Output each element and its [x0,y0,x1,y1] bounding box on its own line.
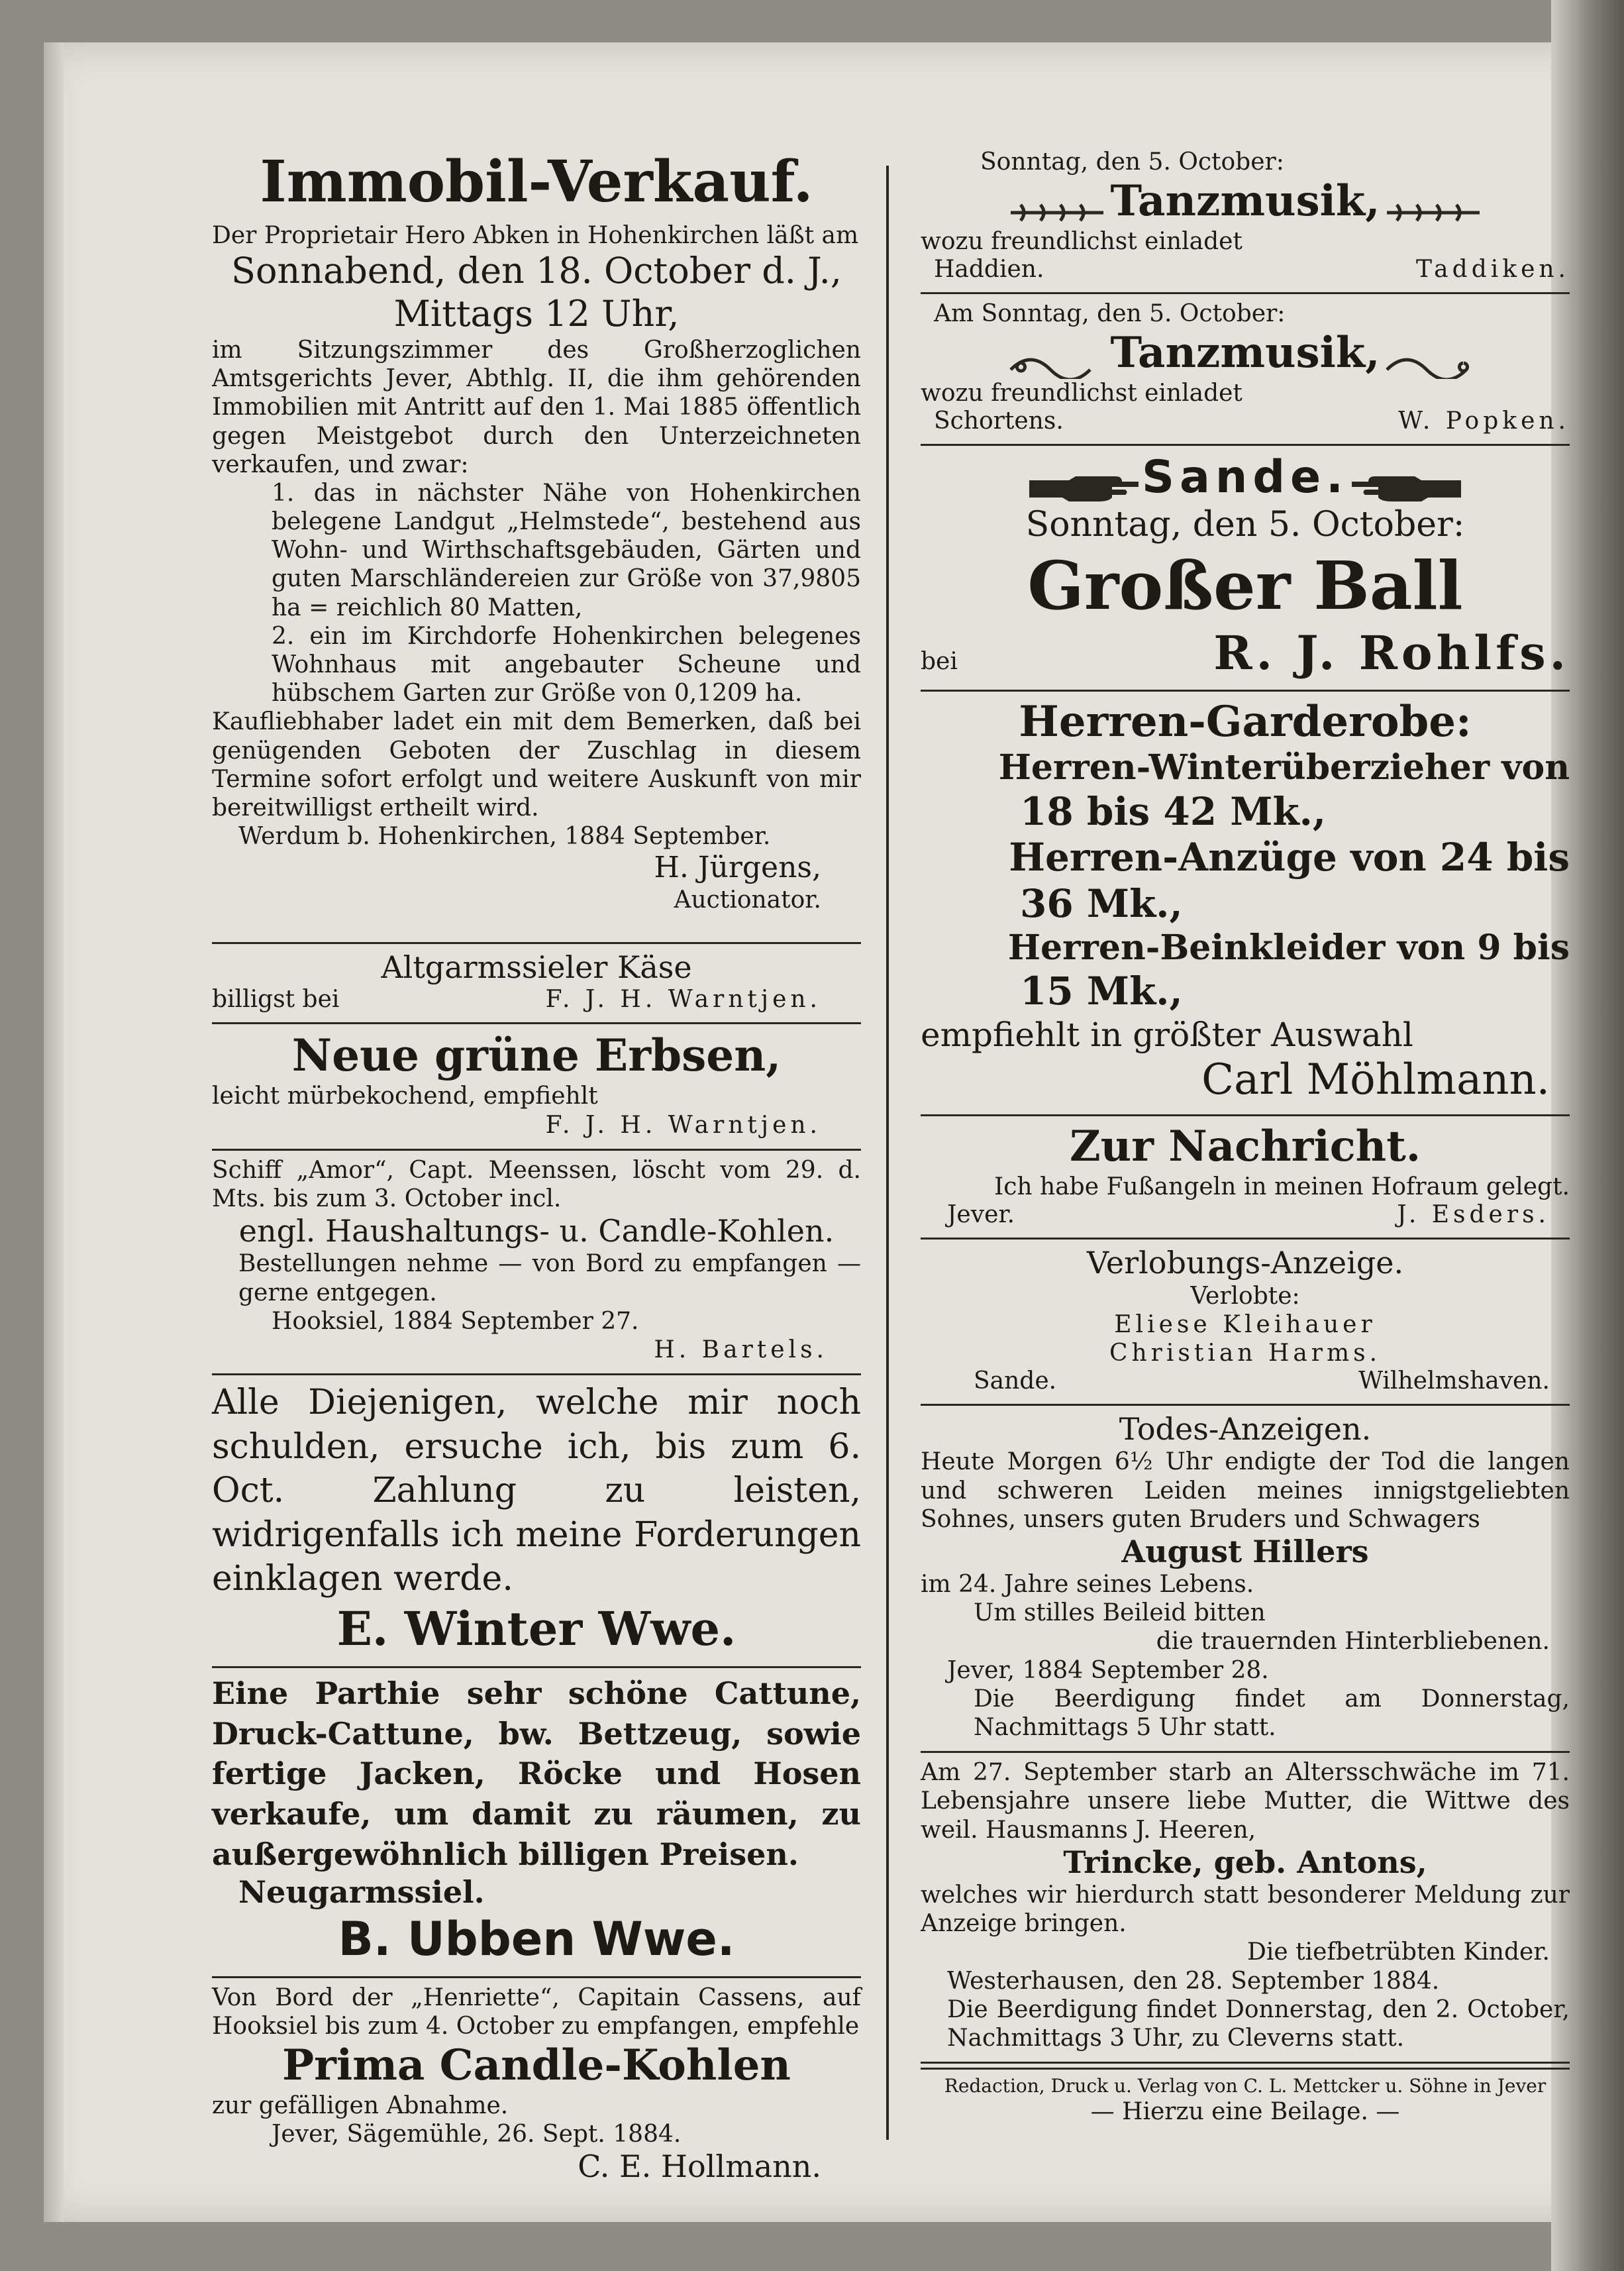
list-item: 2. ein im Kirchdorfe Hohenkirchen belegenes Wohnhaus mit angebauter Scheune und hübschem Garten zur Größe von 0,1209 ha. [272,622,861,708]
ad-place: Wilhelmshaven. [1358,1367,1550,1395]
ad-text: Eine Parthie sehr schöne Cattune, Druck-Cattune, bw. Bettzeug, sowie fertige Jacken, Röcke und Hosen verkaufe, um damit zu räumen, zu außergewöhnlich billigen Preisen. [212,1675,861,1872]
ad-tanzmusik-haddien [921,142,1570,294]
ad-footer-row [921,407,1570,435]
ad-closing: Kaufliebhaber ladet ein mit dem Bemerken, daß bei genügenden Geboten der Zuschlag in diesem Termine sofort erfolgt und weitere Auskunft von mir bereitwilligst ertheilt wird. [212,708,861,821]
ad-signer: J. Esders. [1397,1201,1550,1229]
ad-text: Am 27. September starb an Altersschwäche im 71. Lebensjahre unsere liebe Mutter, die Wittwe des weil. Hausmanns J. Heeren, [921,1759,1570,1844]
ad-text: Die Beerdigung findet am Donnerstag, Nachmittags 5 Uhr statt. [974,1685,1570,1741]
ad-footer-row [921,256,1570,283]
deceased-name: August Hillers [1121,1533,1369,1569]
ad-name: Christian Harms. [1109,1339,1382,1367]
left-column [212,142,861,2194]
ornament-icon [1384,350,1483,379]
ad-signer: die trauernden Hinterbliebenen. [1156,1628,1550,1656]
ad-zur-nachricht [921,1116,1570,1240]
ad-text: Alle Diejenigen, welche mir noch schulden, ersuche ich, bis zum 6. Oct. Zahlung zu leisten, widrigenfalls ich meine Forderungen einklagen werde. [212,1383,861,1599]
ad-subtitle: Verlobte: [1190,1282,1300,1310]
ad-place: Schortens. [934,407,1064,435]
ad-subtext: zur gefälligen Abnahme. [212,2091,509,2119]
ad-title: Neue grüne Erbsen, [291,1030,782,1082]
ad-title: Tanzmusik, [1110,328,1380,378]
ad-text: wozu freundlichst einladet [921,379,1243,407]
ad-name: Eliese Kleihauer [1114,1310,1376,1338]
ad-title: Großer Ball [1027,546,1463,625]
ad-host: R. J. Rohlfs. [1213,625,1570,680]
ad-place: Haddien. [934,255,1044,283]
ad-intro: Der Proprietair Hero Abken in Hohenkirchen läßt am [212,222,859,250]
ornament-icon [1384,198,1483,227]
ad-text: leicht mürbekochend, empfiehlt [212,1083,598,1110]
ad-immobil-verkauf [212,142,861,944]
ad-title: Altgarmssieler Käse [381,949,692,985]
ad-pre-text: bei [921,647,958,675]
ad-kaese [212,944,861,1024]
ad-date: Am Sonntag, den 5. October: [934,299,1286,327]
ad-ball-sande [921,446,1570,692]
ad-candle-kohlen [212,1978,861,2195]
ad-erbsen [212,1024,861,1151]
ad-date: Sonntag, den 5. October: [1025,505,1465,545]
ad-text: Schiff „Amor“, Capt. Meenssen, löscht vom 29. d. Mts. bis zum 3. October incl. [212,1156,861,1212]
ad-title: Zur Nachricht. [1069,1122,1421,1172]
page-gutter-shadow [44,42,64,2222]
ad-title: Tanzmusik, [1110,176,1380,227]
ad-title: Herren-Garderobe: [1019,696,1472,747]
ad-todes-anzeige-1 [921,1406,1570,1753]
pointing-hand-right-icon [1026,474,1139,504]
supplement-note: — Hierzu eine Beilage. — [1090,2097,1400,2125]
ad-text: Bestellungen nehme — von Bord zu empfangen — gerne entgegen. [238,1250,861,1306]
ad-text: Heute Morgen 6½ Uhr endigte der Tod die langen und schweren Leiden meines innigstgeliebten Sohnes, unsers guten Bruders und Schwagers [921,1448,1570,1533]
ad-signer: Carl Möhlmann. [1201,1055,1550,1104]
price-line: 36 Mk., [1020,881,1183,927]
price-line: Herren-Beinkleider von 9 bis [1007,927,1570,968]
ad-signer: Die tiefbetrübten Kinder. [1246,1938,1550,1966]
imprint-footer [921,2068,1570,2135]
ornament-icon [1007,198,1107,227]
ad-tanzmusik-schortens [921,294,1570,446]
list-item: 1. das in nächster Nähe von Hohenkirchen belegene Landgut „Helmstede“, bestehend aus Wohn- und Wirthschaftsgebäuden, Gärten und guten Marschländereien zur Größe von 37,9805 ha = reichlich 80 Matten, [272,479,861,621]
imprint: Redaction, Druck u. Verlag von C. L. Mettcker u. Söhne in Jever [944,2075,1547,2097]
ad-left-text: billigst bei [212,986,340,1014]
ad-signer: F. J. H. Warntjen. [545,986,821,1014]
ad-todes-anzeige-2 [921,1753,1570,2064]
ad-signer: C. E. Hollmann. [578,2148,821,2185]
ad-title: Prima Candle-Kohlen [282,2040,791,2090]
ad-text: Um stilles Beileid bitten [974,1599,1266,1627]
ad-text: im Sitzungszimmer des Großherzoglichen Amtsgerichts Jever, Abthlg. II, die ihm gehörenden Immobilien mit Antritt auf den 1. Mai 1885 öffentlich gegen Meistgebot durch den Unterzeichneten verkaufen, und zwar: [212,336,861,478]
ad-title: engl. Haushaltungs- u. Candle-Kohlen. [238,1213,835,1249]
ad-herren-garderobe [921,692,1570,1117]
ad-footer-row [921,1201,1570,1228]
scan-border-top [0,0,1624,42]
ad-place: Sande. [974,1367,1057,1395]
ad-host-row [921,625,1570,680]
ad-place: Neugarmssiel. [238,1874,485,1911]
ad-text: empfiehlt in größter Auswahl [921,1015,1413,1054]
ad-place: Jever. [947,1201,1015,1229]
ad-place-date: Jever, Sägemühle, 26. Sept. 1884. [272,2120,682,2148]
ad-text: im 24. Jahre seines Lebens. [921,1571,1254,1599]
ad-signer: H. Jürgens, [654,851,821,885]
ad-title-row [921,451,1570,505]
ad-place-date: Werdum b. Hohenkirchen, 1884 September. [238,823,771,851]
column-divider [886,166,889,2140]
ad-signer: H. Bartels. [654,1336,828,1363]
ornament-icon [1007,350,1107,379]
ad-verlobung [921,1240,1570,1406]
ad-place-date: Westerhausen, den 28. September 1884. [947,1967,1440,1995]
ad-title: Todes-Anzeigen. [1119,1411,1372,1448]
deceased-name: Trincke, geb. Antons, [1063,1844,1427,1880]
auction-date: Sonnabend, den 18. October d. J., [231,250,842,292]
ad-title: Immobil-Verkauf. [260,148,813,215]
ad-signer: F. J. H. Warntjen. [545,1111,821,1139]
price-line: Herren-Winterüberzieher von [998,747,1570,788]
ad-text: welches wir hierdurch statt besonderer Meldung zur Anzeige bringen. [921,1881,1570,1938]
ad-footer-row [921,1367,1570,1395]
ad-footer-row [212,986,861,1013]
ad-place-date: Hooksiel, 1884 September 27. [272,1307,639,1335]
ad-title-row [921,328,1570,379]
ad-signer: B. Ubben Wwe. [338,1911,735,1966]
price-line: Herren-Anzüge von 24 bis [1009,835,1570,880]
ad-text: Die Beerdigung findet Donnerstag, den 2. October, Nachmittags 3 Uhr, zu Cleverns statt. [947,1995,1570,2052]
auction-time: Mittags 12 Uhr, [393,293,680,335]
price-line: 18 bis 42 Mk., [1020,788,1327,834]
ad-signer-role: Auctionator. [674,886,821,914]
ad-text: Von Bord der „Henriette“, Capitain Cassens, auf Hooksiel bis zum 4. October zu empfangen, empfehle [212,1983,861,2040]
ad-text: Ich habe Fußangeln in meinen Hofraum gelegt. [994,1173,1570,1201]
ad-winter [212,1375,861,1668]
pointing-hand-left-icon [1352,474,1464,504]
ad-date: Sonntag, den 5. October: [980,148,1284,176]
ad-text: wozu freundlichst einladet [921,227,1243,255]
ad-title-row [921,176,1570,227]
ad-place-date: Jever, 1884 September 28. [947,1656,1269,1684]
right-column [921,142,1570,2135]
ad-signer: W. Popken. [1398,407,1570,435]
ad-signer: Taddiken. [1415,255,1570,283]
ad-ubben [212,1668,861,1978]
ad-title: Verlobungs-Anzeige. [1086,1245,1404,1281]
ad-place-title: Sande. [1142,450,1348,503]
ad-signer: E. Winter Wwe. [336,1601,736,1656]
price-line: 15 Mk., [1020,969,1183,1014]
ad-kohlen [212,1151,861,1375]
